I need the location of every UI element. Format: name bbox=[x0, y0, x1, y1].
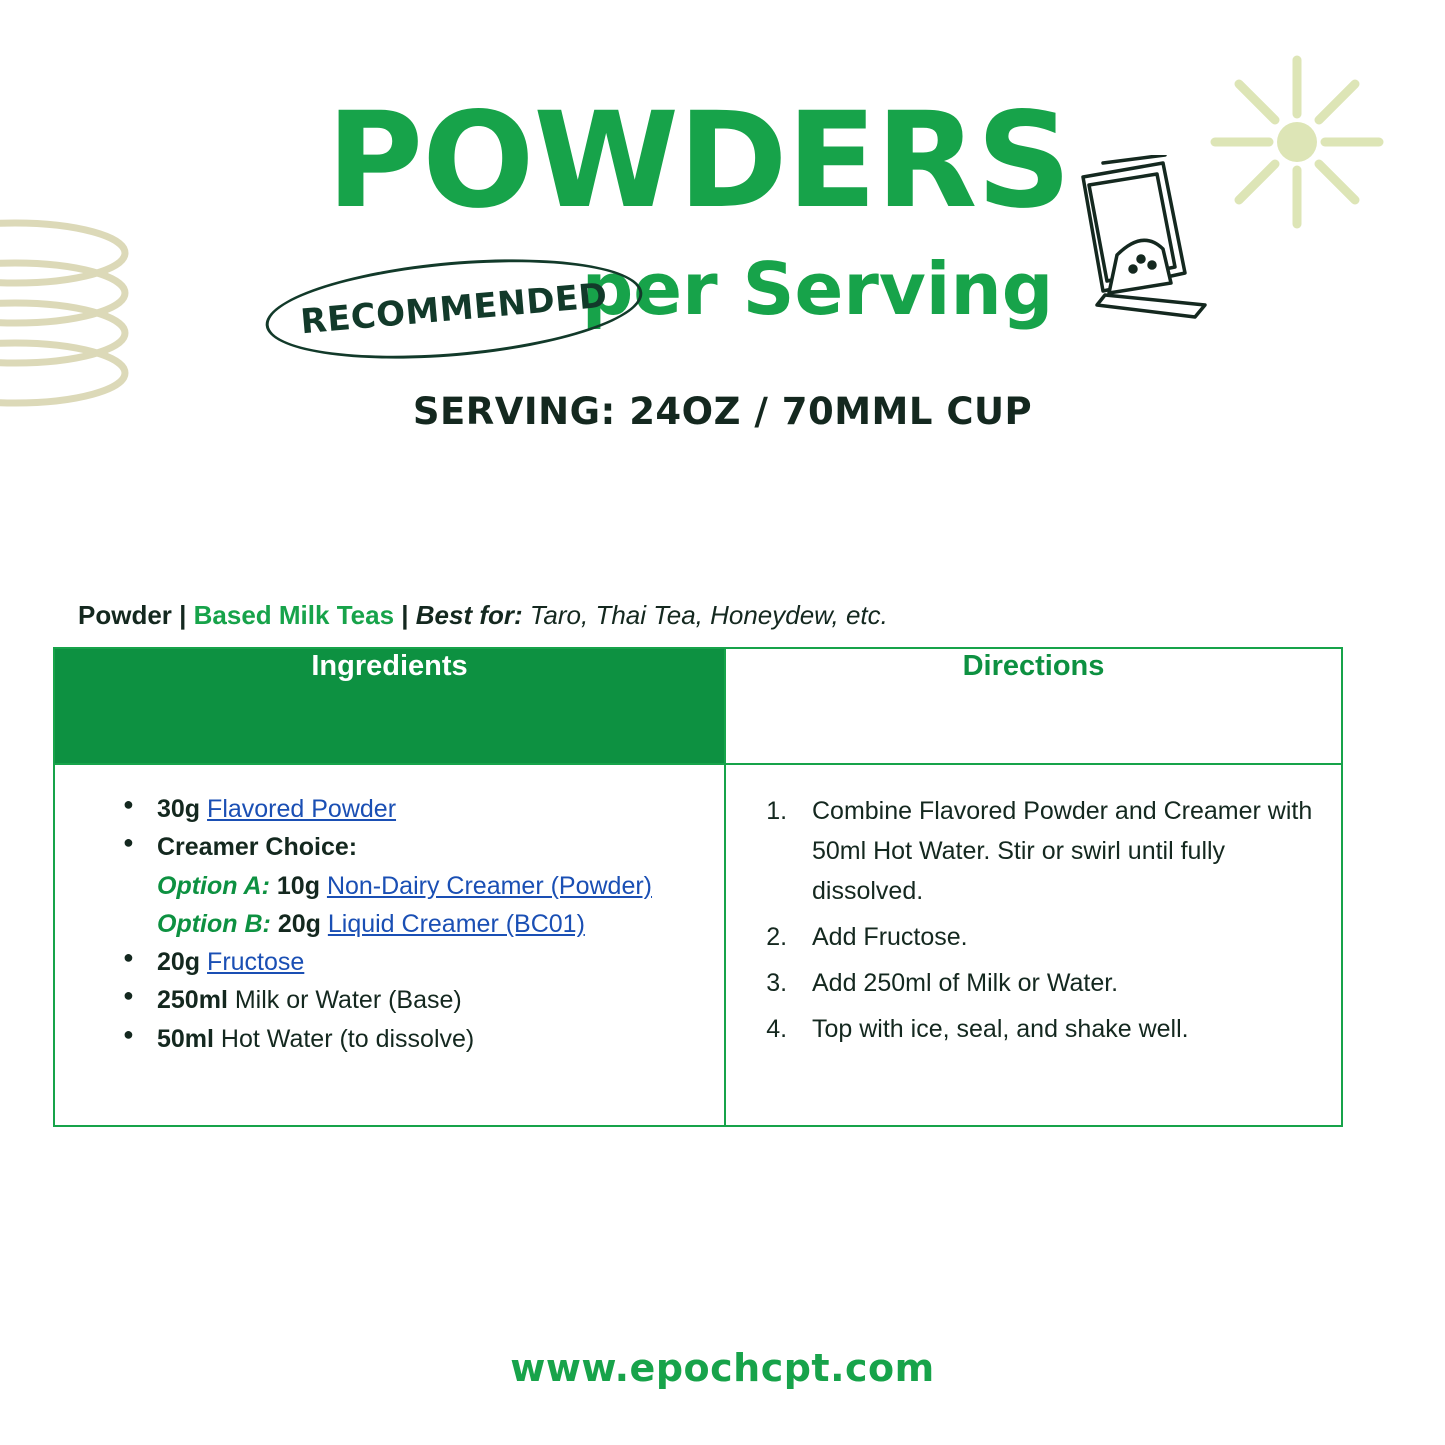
ingredient-link[interactable]: Fructose bbox=[207, 948, 305, 977]
list-item bbox=[157, 1021, 704, 1057]
header-directions: Directions bbox=[725, 648, 1342, 764]
ingredient-amount: 250ml bbox=[157, 986, 228, 1015]
caption-best-for-label: Best for: bbox=[415, 600, 523, 630]
list-item bbox=[157, 982, 704, 1018]
list-item: 3. Add 250ml of Milk or Water. bbox=[794, 963, 1321, 1003]
subtitle-row bbox=[0, 247, 1445, 348]
page-title bbox=[0, 84, 1445, 238]
list-item bbox=[157, 829, 704, 865]
ingredient-link[interactable]: Flavored Powder bbox=[207, 795, 397, 824]
list-item bbox=[157, 944, 704, 980]
recommended-badge-label: RECOMMENDED bbox=[298, 275, 610, 343]
header-ingredients: Ingredients bbox=[54, 648, 725, 764]
recipe-table bbox=[53, 647, 1343, 1127]
list-item: Option B: 20g Liquid Creamer (BC01) bbox=[157, 909, 585, 938]
list-item: 1. Combine Flavored Powder and Creamer with 50ml Hot Water. Stir or swirl until fully dissolved. bbox=[794, 791, 1321, 911]
list-item bbox=[157, 791, 704, 827]
header bbox=[0, 0, 1445, 470]
serving-size-text: SERVING: 24OZ / 70MML CUP bbox=[412, 390, 1033, 433]
caption-part1: Powder | bbox=[78, 600, 187, 630]
table-body-row bbox=[54, 764, 1342, 1126]
creamer-choice-label: Creamer Choice: bbox=[157, 833, 358, 862]
recipe-caption bbox=[78, 600, 1445, 631]
ingredient-amount: 30g bbox=[157, 795, 201, 824]
caption-part2: Based Milk Teas bbox=[193, 600, 395, 630]
ingredient-amount: 50ml bbox=[157, 1024, 214, 1053]
powder-pouch-icon bbox=[1045, 155, 1220, 325]
list-item: 4. Top with ice, seal, and shake well. bbox=[794, 1009, 1321, 1049]
content-area bbox=[0, 600, 1445, 1127]
option-a-link[interactable]: Non-Dairy Creamer (Powder) bbox=[326, 871, 653, 900]
ingredient-amount: 20g bbox=[157, 948, 201, 977]
title-powders: POWDERS bbox=[326, 84, 1071, 238]
ingredients-list bbox=[75, 791, 704, 1057]
directions-cell bbox=[725, 764, 1342, 1126]
caption-best-for-value: Taro, Thai Tea, Honeydew, etc. bbox=[529, 600, 888, 630]
option-b-label: Option B bbox=[157, 909, 263, 938]
list-item: Option A: 10g Non-Dairy Creamer (Powder) bbox=[157, 871, 653, 900]
option-a-amount: 10g bbox=[276, 871, 320, 900]
ingredient-text: Hot Water (to dissolve) bbox=[213, 1024, 475, 1053]
option-b-amount: 20g bbox=[277, 909, 321, 938]
ingredient-text: Milk or Water (Base) bbox=[227, 986, 462, 1015]
title-per-serving: per Serving bbox=[581, 247, 1054, 331]
caption-part3: | bbox=[401, 600, 409, 630]
option-a-label: Option A bbox=[157, 871, 262, 900]
footer-website[interactable]: www.epochcpt.com bbox=[510, 1346, 935, 1390]
table-header-row bbox=[54, 648, 1342, 764]
option-b-link[interactable]: Liquid Creamer (BC01) bbox=[327, 909, 585, 938]
ingredients-cell bbox=[54, 764, 725, 1126]
list-item: 2. Add Fructose. bbox=[794, 917, 1321, 957]
directions-list bbox=[746, 791, 1321, 1049]
